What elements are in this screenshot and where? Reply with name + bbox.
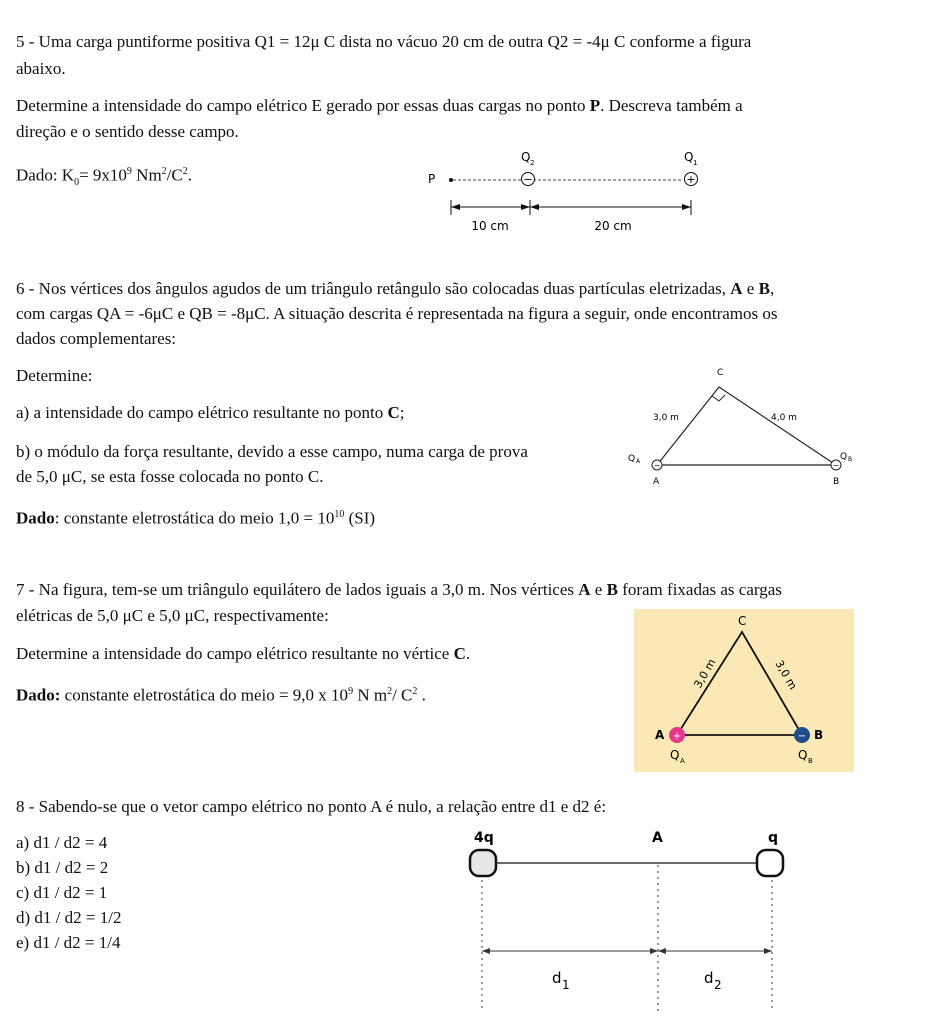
- q8-label-4q: 4q: [474, 830, 494, 846]
- q5-given-value: = 9x10: [79, 165, 127, 185]
- q8-statement: 8 - Sabendo-se que o vetor campo elétrico no ponto A é nulo, a relação entre d1 e d2 é:: [16, 797, 607, 816]
- q7-fig-label-a: A: [655, 728, 665, 742]
- q6-bold-a: A: [730, 279, 743, 298]
- q8-option-a: a) d1 / d2 = 4: [16, 833, 108, 852]
- q6-given-exp: 10: [334, 509, 345, 520]
- q6-item-a: [16, 401, 405, 425]
- q7-task: [16, 642, 470, 666]
- q8-arrow-3: [658, 948, 666, 954]
- q6-fig-label-a: A: [653, 477, 660, 487]
- q6-triangle: [657, 387, 836, 465]
- q5-intro-part: 5 - Uma carga puntiforme positiva Q1: [16, 32, 276, 51]
- q6-fig-label-qa: Q: [628, 454, 636, 464]
- q7-line1-text: 7 - Na figura, tem-se um triângulo equilátero de lados iguais a 3,0 m. Nos vértices: [16, 580, 579, 599]
- q7-given-units: N m: [353, 685, 388, 705]
- q6-charge-b-sign: −: [832, 461, 840, 470]
- q5-dist-1: 10 cm: [471, 219, 509, 233]
- q6-given-units: (SI): [344, 508, 376, 528]
- q8-label-d2: d: [704, 969, 714, 987]
- q5-given-units-b: /C: [166, 165, 183, 185]
- q5-point-dot: [449, 178, 453, 182]
- q5-given-k-sub: 0: [74, 177, 80, 189]
- q6-label-bc: 4,0 m: [771, 413, 797, 423]
- q6-figure: [628, 362, 873, 492]
- q5-fig-label-q1-sub: 1: [693, 159, 698, 167]
- q7-given: [16, 680, 426, 708]
- q5-given: [16, 160, 192, 195]
- q7-charge-a-sign: +: [672, 731, 682, 742]
- q6-item-a-text: a) a intensidade do campo elétrico resultante no ponto: [16, 403, 388, 422]
- q7-label-right: 3,0 m: [772, 658, 800, 692]
- q5-equals: =: [275, 32, 294, 51]
- q6-and: e: [742, 279, 759, 298]
- q6-line1-end: ,: [769, 279, 775, 298]
- q7-given-units-exp: 2: [387, 686, 393, 697]
- q5-figure: [420, 145, 720, 240]
- q7-figure-bg: [634, 609, 854, 772]
- q7-figure: [634, 609, 854, 772]
- q5-fig-label-q1: Q: [684, 150, 694, 164]
- q5-charge-q1-sign: +: [686, 173, 696, 186]
- q5-given-units-exp2: 2: [182, 166, 188, 177]
- q7-bold-a: A: [578, 580, 591, 599]
- q6-line1-text: 6 - Nos vértices dos ângulos agudos de um triângulo retângulo são colocadas duas partículas eletrizadas,: [16, 279, 731, 298]
- q8-option-e: e) d1 / d2 = 1/4: [16, 933, 121, 952]
- q5-given-k: K: [61, 165, 75, 185]
- q5-fig-label-q2: Q: [521, 150, 531, 164]
- q5-task-line2: direção e o sentido desse campo.: [16, 122, 239, 141]
- q5-intro-line2: abaixo.: [16, 59, 66, 78]
- q5-arrow-1a: [451, 204, 460, 210]
- q7-given-units-b: / C: [392, 685, 413, 705]
- q5-arrow-2a: [530, 204, 539, 210]
- q5-intro-q1: 12μ C dista no vácuo 20 cm de outra Q2: [293, 32, 569, 51]
- q7-given-label: Dado:: [16, 685, 61, 705]
- q6-fig-label-qb-sub: B: [848, 456, 853, 463]
- q5-task: [16, 94, 910, 118]
- q7-bold-b: B: [606, 580, 618, 599]
- q5-task-text: Determine a intensidade do campo elétrico E gerado por essas duas cargas no ponto: [16, 96, 590, 115]
- q8-arrow-4: [764, 948, 772, 954]
- q7-label-left: 3,0 m: [691, 656, 719, 691]
- q8-label-q: q: [768, 830, 779, 846]
- q6-line1: [16, 277, 910, 301]
- q8-figure: [455, 820, 795, 1020]
- q5-intro-q2: -4μ C conforme a figura: [586, 32, 752, 51]
- q6-fig-label-c: C: [717, 368, 724, 378]
- q6-given-label: Dado: [16, 508, 55, 528]
- q5-charge-q2-sign: −: [523, 173, 533, 186]
- q8-label-d2-sub: 2: [714, 978, 722, 992]
- q7-line1-text-b: foram fixadas as cargas: [617, 580, 782, 599]
- q7-fig-label-qa-sub: A: [680, 757, 685, 765]
- q5-dist-2: 20 cm: [594, 219, 632, 233]
- q8-option-d: d) d1 / d2 = 1/2: [16, 908, 122, 927]
- q5-fig-label-p: P: [428, 172, 436, 186]
- q7-line2: elétricas de 5,0 μC e 5,0 μC, respectivamente:: [16, 606, 329, 625]
- q6-label-ac: 3,0 m: [653, 413, 679, 423]
- q6-determine: Determine:: [16, 366, 93, 385]
- q6-charge-a-sign: −: [653, 461, 661, 470]
- q6-line3: dados complementares:: [16, 329, 177, 348]
- q7-given-units-exp2: 2: [412, 686, 418, 697]
- q6-given: [16, 503, 375, 531]
- q6-line2: com cargas QA = -6μC e QB = -8μC. A situação descrita é representada na figura a seguir, onde encontramos os: [16, 304, 778, 323]
- q6-fig-label-b: B: [833, 477, 840, 487]
- q6-fig-label-qb: Q: [840, 452, 848, 462]
- q8-option-b: b) d1 / d2 = 2: [16, 858, 109, 877]
- q8-charge-q: [757, 850, 783, 876]
- q7-fig-label-qb: Q: [798, 748, 808, 762]
- q6-item-b2: de 5,0 μC, se esta fosse colocada no ponto C.: [16, 467, 324, 486]
- q5-arrow-2b: [682, 204, 691, 210]
- q8-label-d1-sub: 1: [562, 978, 570, 992]
- q6-item-b1: b) o módulo da força resultante, devido a esse campo, numa carga de prova: [16, 442, 528, 461]
- q5-given-units: Nm: [131, 165, 162, 185]
- q7-task-point: C: [453, 644, 466, 663]
- q5-arrow-1b: [521, 204, 530, 210]
- q5-fig-label-q2-sub: 2: [530, 159, 535, 167]
- q5-intro: [16, 30, 910, 54]
- q7-charge-b-sign: −: [797, 731, 807, 742]
- q5-point-p: P: [589, 96, 601, 115]
- q7-and: e: [590, 580, 607, 599]
- q5-given-end: .: [187, 165, 192, 185]
- q5-given-label: Dado:: [16, 165, 62, 185]
- q7-fig-label-qb-sub: B: [808, 757, 813, 765]
- q6-right-angle: [712, 395, 725, 401]
- q5-given-exp: 9: [126, 166, 132, 177]
- q7-line1: [16, 578, 910, 602]
- q5-given-units-exp: 2: [161, 166, 167, 177]
- q6-given-text: : constante eletrostática do meio 1,0 = 10: [54, 508, 335, 528]
- q8-label-a: A: [652, 830, 663, 846]
- q7-task-text: Determine a intensidade do campo elétrico resultante no vértice: [16, 644, 454, 663]
- q7-fig-label-c: C: [738, 614, 747, 628]
- q7-given-text: constante eletrostática do meio = 9,0 x 10: [60, 685, 349, 705]
- q8-charge-4q: [470, 850, 496, 876]
- q6-bold-b: B: [758, 279, 770, 298]
- q7-fig-label-b: B: [814, 728, 824, 742]
- q7-fig-label-qa: Q: [670, 748, 680, 762]
- q8-arrow-2: [650, 948, 658, 954]
- q7-given-exp: 9: [348, 686, 354, 697]
- q7-task-end: .: [465, 644, 471, 663]
- q7-given-end: .: [417, 685, 426, 705]
- q6-fig-label-qa-sub: A: [636, 458, 641, 465]
- q5-task-text-b: . Descreva também a: [600, 96, 743, 115]
- q8-option-c: c) d1 / d2 = 1: [16, 883, 108, 902]
- q8-arrow-1: [482, 948, 490, 954]
- q8-label-d1: d: [552, 969, 562, 987]
- q5-equals-2: =: [568, 32, 587, 51]
- q6-item-a-end: ;: [399, 403, 405, 422]
- q6-item-a-point: C: [387, 403, 400, 422]
